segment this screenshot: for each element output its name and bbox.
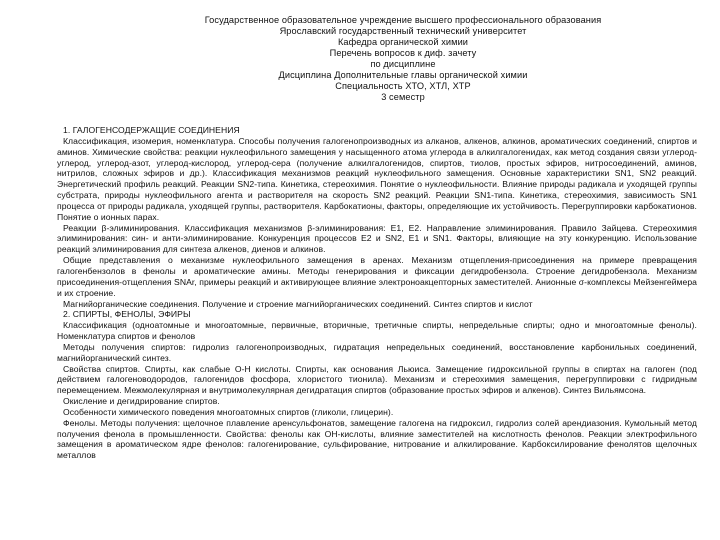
paragraph-alcohol-properties: Свойства спиртов. Спирты, как слабые О-Н кислоты. Спирты, как основания Льюиса. Замещение гидроксильной группы в спиртах на галоген (под действием галогеноводородов, галогенидов фосфора, хлористого тионила). Механизм и стереохимия замещения, перегруппировки с гидридным перемещением. Межмолекулярная и внутримолекулярная дегидратация спиртов (образование простых эфиров и алкенов). Синтез Вильямсона. bbox=[57, 363, 697, 396]
document-header bbox=[0, 15, 720, 103]
university-line: Ярославский государственный технический университет bbox=[279, 26, 527, 36]
semester-line: 3 семестр bbox=[381, 92, 425, 102]
paragraph-alcohol-oxidation: Окисление и дегидрирование спиртов. bbox=[63, 396, 220, 407]
paragraph-organomagnesium: Магнийорганические соединения. Получение и строение магнийорганических соединений. Синтез спиртов и кислот bbox=[63, 298, 533, 309]
institution-line: Государственное образовательное учреждение высшего профессионального образования bbox=[204, 15, 602, 25]
paragraph-phenols: Фенолы. Методы получения: щелочное плавление аренсульфонатов, замещение галогена на гидроксил, гидролиз солей арендиазония. Кумольный метод получения фенола в промышленности. Свойства: фенолы как ОН-кислоты, влияние заместителей на кислотность фенолов. Реакции электрофильного замещения в ароматическом ядре фенолов: галогенирование, сульфирование, нитрование и алкилирование. Карбоксилирование фенолятов щелочных металлов bbox=[57, 417, 697, 461]
discipline-label-line: по дисциплине bbox=[370, 59, 436, 69]
paragraph-elimination: Реакции β-элиминирования. Классификация механизмов β-элиминирования: Е1, Е2. Направление элиминирования. Правило Зайцева. Стереохимия элиминирования: син- и анти-элиминирование. Конкуренция процессов Е2 и SN2, Е1 и SN1. Факторы, влияющие на эту конкуренцию. Использование реакций элиминирования для синтеза алкенов, диенов и алкинов. bbox=[57, 222, 697, 255]
paragraph-halogen-classification: Классификация, изомерия, номенклатура. Способы получения галогенопроизводных из алканов, алкенов, алкинов, ароматических соединений, спиртов и аминов. Химические свойства: реакции нуклеофильного замещения у насыщенного атома углерода в алкилгалогенидах, как метод создания связи углерод-углерод, углерод-азот, углерод-кислород, углерод-сера (получение алкилгалогенидов, спиртов, тиолов, простых эфиров, нитросоединений, аминов, нитрилов, сложных эфиров и др.). Классификация механизмов реакций нуклеофильного замещения. Основные характеристики SN1, SN2 реакций. Энергетический профиль реакций. Реакции SN2-типа. Кинетика, стереохимия. Понятие о нуклеофильности. Влияние природы радикала и уходящей группы субстрата, природы нуклеофильного агента и растворителя на скорость SN2 реакций. Реакции SN1-типа. Кинетика, стереохимия, зависимость SN1 процесса от природы радикала, уходящей группы, растворителя. Карбокатионы, факторы, определяющие их устойчивость. Перегруппировки карбокатионов. Понятие о ионных парах. bbox=[57, 135, 697, 222]
list-title-line: Перечень вопросов к диф. зачету bbox=[329, 48, 477, 58]
discipline-line: Дисциплина Дополнительные главы органической химии bbox=[278, 70, 528, 80]
paragraph-polyols: Особенности химического поведения многоатомных спиртов (гликоли, глицерин). bbox=[63, 406, 394, 417]
paragraph-alcohol-classification: Классификация (одноатомные и многоатомные, первичные, вторичные, третичные спирты, непредельные спирты; одно и многоатомные фенолы). Номенклатура спиртов и фенолов bbox=[57, 320, 697, 342]
department-line: Кафедра органической химии bbox=[337, 37, 469, 47]
specialty-line: Специальность ХТО, ХТЛ, ХТР bbox=[335, 81, 471, 91]
section-1-heading: 1. ГАЛОГЕНСОДЕРЖАЩИЕ СОЕДИНЕНИЯ bbox=[63, 125, 240, 135]
section-2-heading: 2. СПИРТЫ, ФЕНОЛЫ, ЭФИРЫ bbox=[63, 309, 191, 320]
document-body bbox=[57, 125, 697, 461]
paragraph-aromatic-substitution: Общие представления о механизме нуклеофильного замещения в аренах. Механизм отщепления-присоединения на примере превращения галогенбензолов в фенолы и ароматические амины. Методы генерирования и фиксации дегидробензола. Строение дегидробензола. Механизм присоединения-отщепления SNAr, примеры реакций и активирующее влияние электроноакцепторных заместителей. Анионные σ-комплексы Мейзенгеймера и их строение. bbox=[57, 255, 697, 298]
paragraph-alcohol-preparation: Методы получения спиртов: гидролиз галогенопроизводных, гидратация непредельных соединений, восстановление карбонильных соединений, магнийорганический синтез. bbox=[57, 341, 697, 363]
